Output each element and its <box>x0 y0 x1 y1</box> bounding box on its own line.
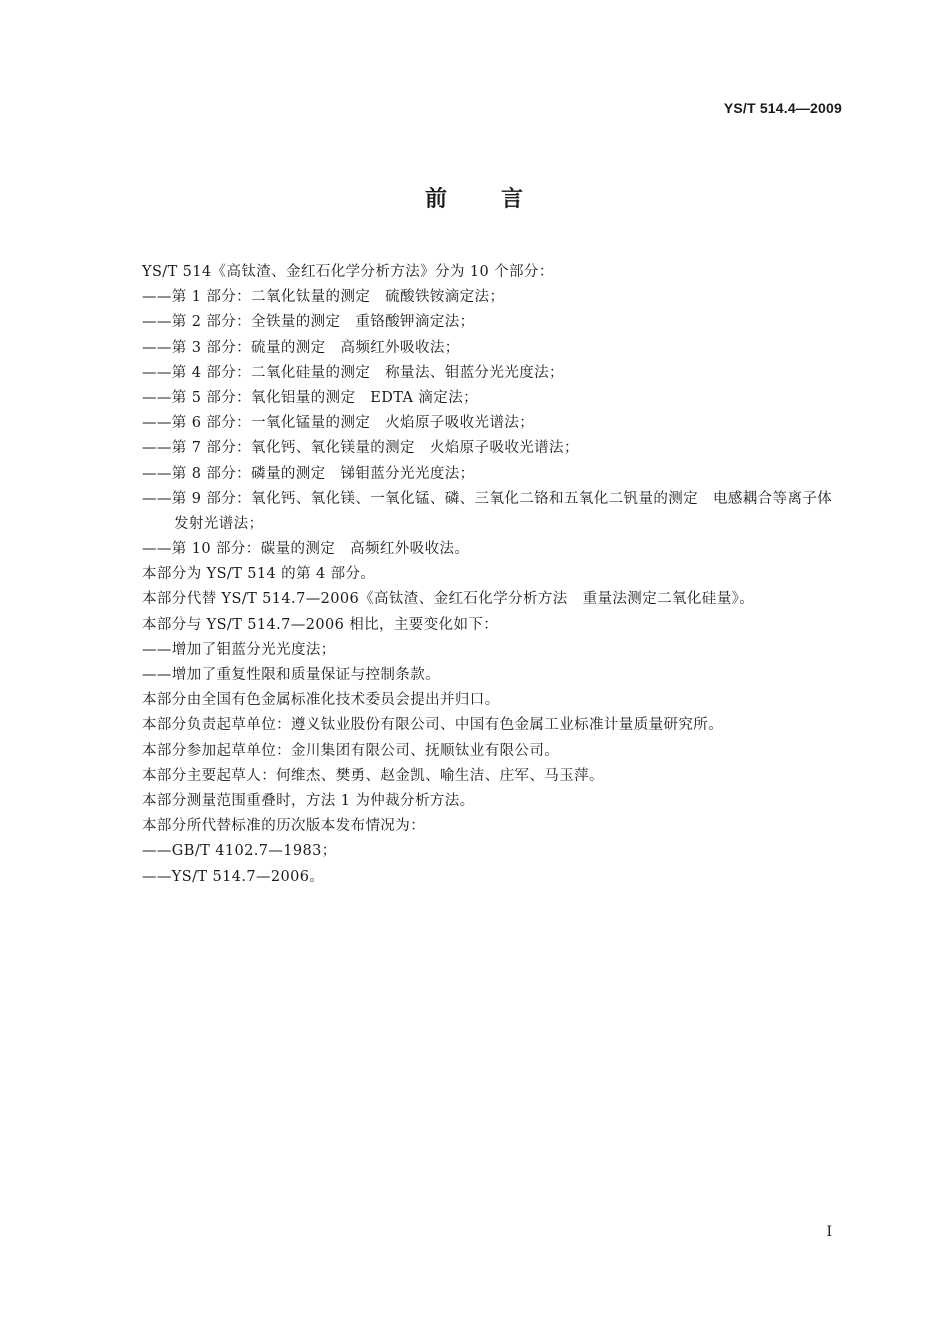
page-number: I <box>826 1224 832 1240</box>
paragraph-changes: 本部分与 YS/T 514.7—2006 相比，主要变化如下： <box>142 616 499 633</box>
paragraph-replaces: 本部分代替 YS/T 514.7—2006《高钛渣、金红石化学分析方法 重量法测定二氧化硅量》。 <box>142 591 755 608</box>
list-item-part-2: ——第 2 部分：全铁量的测定 重铬酸钾滴定法； <box>142 314 475 331</box>
list-item-history-1: ——GB/T 4102.7—1983； <box>142 843 337 860</box>
paragraph-arbitration: 本部分测量范围重叠时，方法 1 为仲裁分析方法。 <box>142 792 475 809</box>
list-item-part-8: ——第 8 部分：磷量的测定 锑钼蓝分光光度法； <box>142 465 475 482</box>
paragraph-participating-units: 本部分参加起草单位：金川集团有限公司、抚顺钛业有限公司。 <box>142 742 560 759</box>
title-char-2: 言 <box>501 187 526 212</box>
paragraph-intro: YS/T 514《高钛渣、金红石化学分析方法》分为 10 个部分： <box>142 264 554 280</box>
paragraph-drafters: 本部分主要起草人：何维杰、樊勇、赵金凯、喻生洁、庄军、马玉萍。 <box>142 767 604 784</box>
list-item-part-1: ——第 1 部分：二氧化钛量的测定 硫酸铁铵滴定法； <box>142 289 505 306</box>
list-item-part-4: ——第 4 部分：二氧化硅量的测定 称量法、钼蓝分光光度法； <box>142 364 564 381</box>
document-code: YS/T 514.4—2009 <box>723 100 842 116</box>
list-item-part-7: ——第 7 部分：氧化钙、氧化镁量的测定 火焰原子吸收光谱法； <box>142 440 579 457</box>
list-item-part-6: ——第 6 部分：一氧化锰量的测定 火焰原子吸收光谱法； <box>142 415 535 432</box>
list-item-part-5: ——第 5 部分：氧化铝量的测定 EDTA 滴定法； <box>142 389 479 406</box>
paragraph-part-statement: 本部分为 YS/T 514 的第 4 部分。 <box>142 566 376 583</box>
paragraph-drafting-unit: 本部分负责起草单位：遵义钛业股份有限公司、中国有色金属工业标准计量质量研究所。 <box>142 717 724 734</box>
list-item-part-3: ——第 3 部分：硫量的测定 高频红外吸收法； <box>142 339 460 356</box>
list-item-change-1: ——增加了钼蓝分光光度法； <box>142 641 336 658</box>
page-title <box>0 182 950 213</box>
title-char-1: 前 <box>424 187 449 212</box>
paragraph-history-intro: 本部分所代替标准的历次版本发布情况为： <box>142 818 426 835</box>
list-item-part-10: ——第 10 部分：碳量的测定 高频红外吸收法。 <box>142 541 470 558</box>
list-item-change-2: ——增加了重复性限和质量保证与控制条款。 <box>142 667 440 684</box>
paragraph-proposer: 本部分由全国有色金属标准化技术委员会提出并归口。 <box>142 692 500 709</box>
list-item-part-9: ——第 9 部分：氧化钙、氧化镁、一氧化锰、磷、三氧化二铬和五氧化二钒量的测定 电感耦合等离子体发射光谱法； <box>142 490 833 532</box>
list-item-history-2: ——YS/T 514.7—2006。 <box>142 868 325 885</box>
foreword-body <box>142 260 844 890</box>
